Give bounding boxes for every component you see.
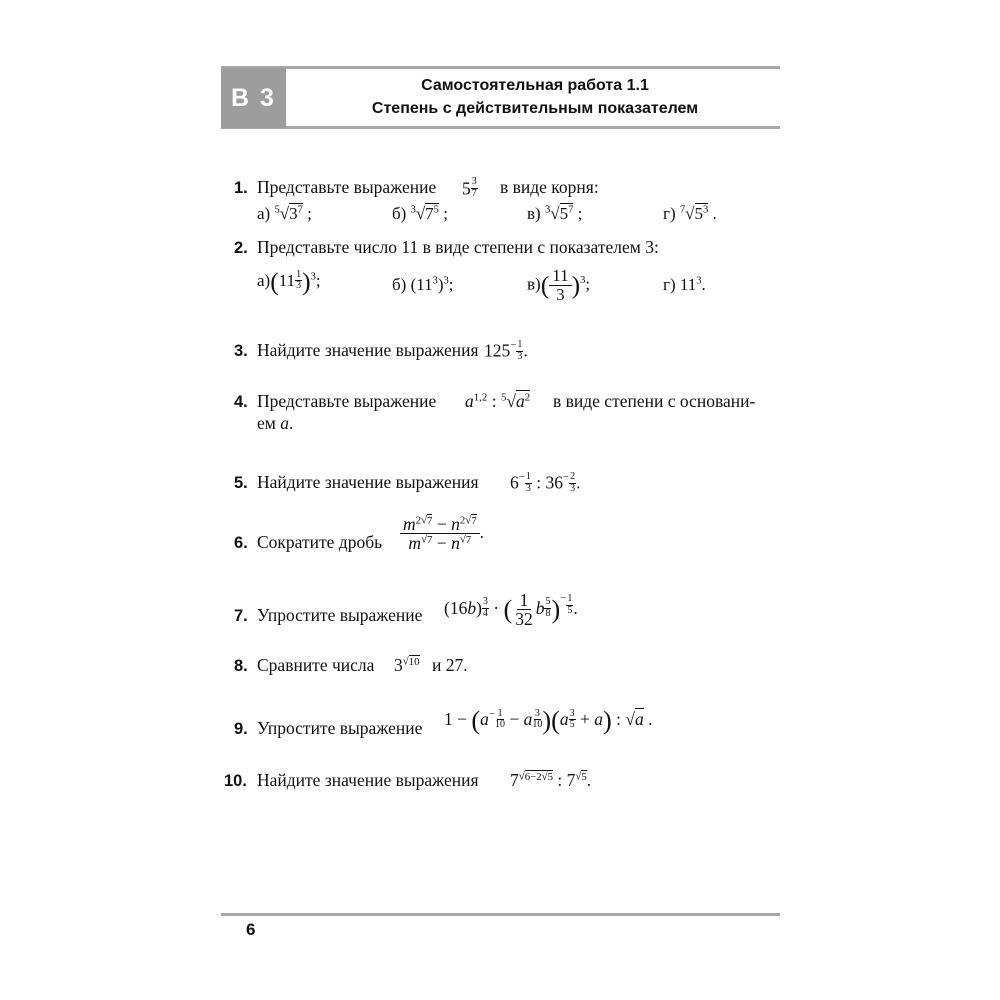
expression: $3^{√10}$: [394, 655, 420, 675]
task-3: [222, 330, 782, 370]
work-subtitle: Степень с действительным показателем: [371, 100, 699, 117]
task-2: [222, 235, 782, 325]
task-text: Представьте выражение: [257, 177, 437, 197]
option-b: б) $(11^3)^3$;: [392, 275, 454, 294]
task-7: [222, 585, 782, 645]
work-title: Самостоятельная работа 1.1: [421, 77, 649, 94]
option-v: в)( $\frac{11}{3}$ )$^3$;: [527, 266, 591, 304]
expression: $a^{1,2}$ : $^5√a^2$: [465, 391, 531, 411]
task-number: 6.: [234, 534, 248, 552]
task-text: Сократите дробь: [257, 532, 383, 552]
task-10: [222, 762, 782, 802]
expression: $\frac{m^{2√7} - n^{2√7}}{m^{√7} - n^{√7}}$ .: [400, 515, 484, 553]
variant-badge: В 3: [221, 68, 286, 128]
task-number: 8.: [234, 657, 248, 675]
task-number: 5.: [234, 474, 248, 492]
task-4: [222, 385, 782, 435]
task-1: [222, 170, 782, 230]
expression: 5 $^{\frac{3}{7}}$: [462, 176, 477, 199]
task-number: 2.: [234, 239, 248, 257]
task-5: [222, 460, 782, 500]
option-a: а)(11 $^{\frac{1}{3}}$ )$^3$;: [257, 267, 321, 296]
header-rule-top: [221, 66, 780, 69]
task-text: Найдите значение выражения: [257, 770, 479, 790]
expression: (16b) $^{\frac{3}{4}}$ · ( $\frac{1}{32}$ b $^{\frac{5}{8}}$ )$^{- \frac{1}{5}}$ .: [444, 590, 578, 630]
expression: $1 - (a^{- \frac{1}{10}}$ − a $^{\frac{3}{10}}$ )(a $^{\frac{3}{5}}$ + a) : √a .: [444, 706, 653, 735]
expression: $125^{- \frac{1}{3}}$ .: [484, 338, 528, 362]
task-tail: в виде степени с основани-: [553, 391, 756, 411]
task-number: 3.: [234, 342, 248, 360]
option-b: б) $^3√7^5$ ;: [392, 204, 448, 223]
option-v: в) $^3√5^7$ ;: [527, 204, 583, 223]
task-6: [222, 515, 782, 570]
footer-rule: [221, 913, 780, 916]
task-tail: в виде корня:: [500, 177, 599, 197]
task-text: Упростите выражение: [257, 718, 423, 738]
expression: $7^{√6-2√5}$ : $7^{√5}$.: [510, 770, 592, 790]
task-8: [222, 652, 782, 682]
header-rule-bottom: [221, 126, 780, 129]
task-text: Упростите выражение: [257, 605, 423, 625]
task-text-line2: ем a.: [257, 413, 294, 433]
page-number: 6: [246, 920, 256, 939]
task-number: 7.: [234, 607, 248, 625]
task-text: Сравните числа: [257, 655, 375, 675]
task-number: 1.: [234, 179, 248, 197]
task-number: 4.: [234, 393, 248, 411]
option-g: г) $11^3$.: [663, 275, 706, 294]
task-text: Представьте выражение: [257, 391, 437, 411]
task-text: Найдите значение выражения: [257, 340, 479, 360]
task-text: Найдите значение выражения: [257, 472, 479, 492]
option-g: г) $^7√5^3$ .: [663, 204, 717, 223]
option-a: а) $^5√3^7$ ;: [257, 204, 312, 223]
task-tail: и 27.: [432, 655, 468, 675]
task-text: Представьте число 11 в виде степени с показателем 3:: [257, 237, 659, 257]
task-number: 10.: [224, 772, 247, 790]
task-number: 9.: [234, 720, 248, 738]
task-9: [222, 698, 782, 758]
expression: $6^{- \frac{1}{3}}$ : $36^{- \frac{2}{3}}$ .: [510, 470, 581, 494]
